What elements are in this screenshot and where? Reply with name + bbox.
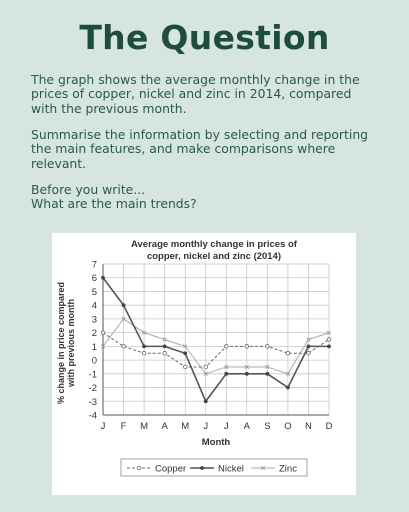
y-tick-label: 4 (91, 300, 97, 312)
x-tick-label: M (140, 421, 149, 432)
data-point-copper (224, 345, 228, 349)
x-tick-label: J (203, 421, 209, 432)
y-tick-label: -2 (88, 383, 97, 395)
data-point-nickel (245, 372, 249, 376)
x-tick-label: J (100, 421, 106, 432)
data-point-copper (142, 351, 146, 355)
y-tick-label: -4 (88, 410, 97, 422)
legend-label-zinc: Zinc (279, 463, 297, 475)
data-point-copper (101, 331, 105, 335)
chart-svg (52, 233, 356, 495)
x-axis-label: Month (201, 437, 231, 448)
data-point-nickel (122, 303, 126, 307)
series-line-nickel (103, 278, 329, 402)
data-point-copper (327, 338, 331, 342)
data-point-nickel (224, 372, 228, 376)
y-tick-label: 2 (91, 328, 97, 340)
data-point-nickel (183, 351, 187, 355)
prompt-line-1: Before you write... (31, 182, 146, 197)
y-tick-label: 5 (91, 286, 97, 298)
data-point-copper (183, 365, 187, 369)
data-point-nickel (204, 399, 208, 403)
data-point-copper (245, 345, 249, 349)
data-point-copper (204, 365, 208, 369)
legend-label-copper: Copper (155, 463, 187, 475)
y-tick-label: -3 (88, 396, 97, 408)
task-description: The graph shows the average monthly change in the prices of copper, nickel and zinc in 2014, compared with the previous month. (31, 72, 360, 116)
data-point-nickel (101, 276, 105, 280)
data-point-copper (266, 345, 270, 349)
y-tick-label: 6 (91, 273, 97, 285)
x-tick-label: O (284, 421, 292, 432)
x-tick-label: N (305, 421, 312, 432)
prompt-questions (31, 183, 381, 212)
line-chart (52, 233, 356, 495)
data-point-nickel (286, 386, 290, 390)
chart-title-line-1: Average monthly change in prices of (131, 239, 297, 250)
data-point-nickel (327, 344, 331, 348)
y-tick-label: 7 (91, 259, 97, 271)
legend-marker-nickel (200, 466, 204, 470)
data-point-copper (163, 351, 167, 355)
task-instructions: Summarise the information by selecting and reporting the main features, and make comparisons where relevant. (31, 127, 369, 171)
page-title: The Question (79, 18, 330, 57)
data-point-nickel (163, 344, 167, 348)
x-tick-label: A (243, 421, 250, 432)
x-tick-label: A (161, 421, 168, 432)
x-tick-label: J (223, 421, 229, 432)
data-point-copper (286, 351, 290, 355)
y-tick-label: 0 (91, 355, 97, 367)
prompt-line-2: What are the main trends? (31, 196, 197, 212)
data-point-nickel (307, 344, 311, 348)
data-point-nickel (142, 344, 146, 348)
chart-title-line-2: copper, nickel and zinc (2014) (146, 251, 282, 262)
x-tick-label: M (181, 421, 190, 432)
y-axis-label-line-2: with previous month (66, 298, 76, 388)
y-tick-label: 1 (91, 341, 97, 353)
legend-marker-copper (137, 466, 141, 470)
y-axis-label-line-1: % change in price compared (56, 281, 66, 405)
data-point-copper (122, 345, 126, 349)
x-tick-label: D (325, 421, 333, 432)
data-point-copper (307, 351, 311, 355)
y-tick-label: -1 (88, 369, 97, 381)
x-tick-label: F (120, 421, 127, 432)
y-tick-label: 3 (91, 314, 97, 326)
data-point-nickel (265, 372, 269, 376)
legend-label-nickel: Nickel (218, 463, 244, 475)
x-tick-label: S (264, 421, 271, 432)
